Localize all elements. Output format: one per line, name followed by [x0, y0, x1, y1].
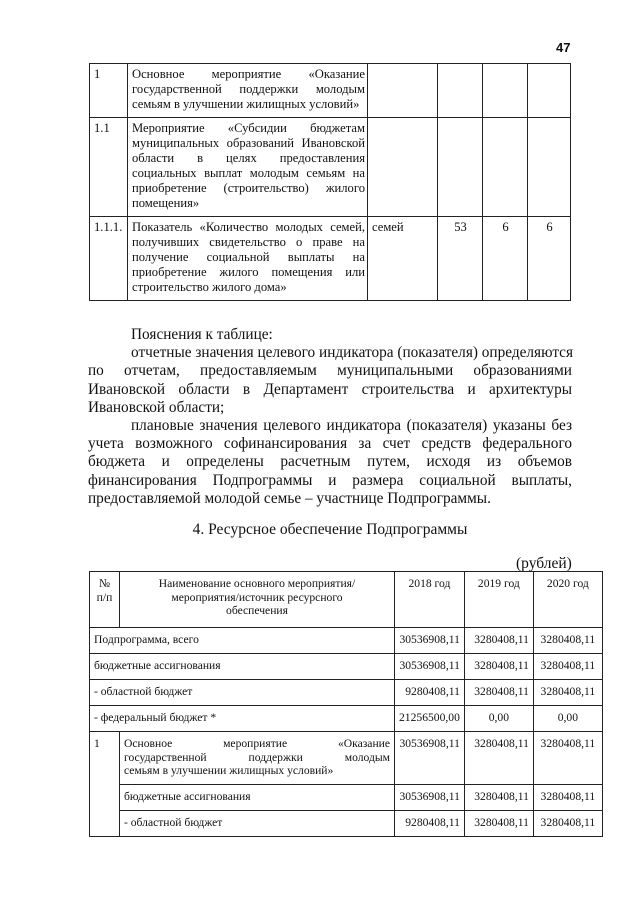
value-2019: 0,00 — [464, 706, 533, 732]
header-2019: 2019 год — [464, 572, 533, 628]
table-row — [90, 810, 603, 836]
value-2018: 30536908,11 — [395, 654, 465, 680]
row-name: - федеральный бюджет * — [90, 706, 395, 732]
row-number: 1 — [90, 732, 120, 837]
table-row — [90, 64, 571, 118]
row-name: - областной бюджет — [120, 810, 395, 836]
row-name — [120, 732, 395, 785]
name-line: приобретение (строительство) жилого — [132, 181, 365, 195]
notes-line: бюджета и определены расчетным путем, исходя из объемов — [88, 453, 572, 471]
row-name — [128, 217, 368, 301]
page-number: 47 — [556, 40, 571, 55]
value-cell — [438, 118, 483, 217]
value-2018: 30536908,11 — [395, 732, 465, 785]
value-2019: 3280408,11 — [464, 628, 533, 654]
value-cell: 53 — [438, 217, 483, 301]
value-cell — [483, 64, 528, 118]
value-2020: 3280408,11 — [533, 654, 602, 680]
value-2020: 3280408,11 — [533, 784, 602, 810]
table-row — [90, 784, 603, 810]
table-row — [90, 732, 603, 785]
value-2019: 3280408,11 — [464, 654, 533, 680]
value-2018: 30536908,11 — [395, 628, 465, 654]
value-2020: 3280408,11 — [533, 628, 602, 654]
value-cell — [438, 64, 483, 118]
name-line: получение социальной выплаты на — [132, 250, 365, 264]
row-name: Подпрограмма, всего — [90, 628, 395, 654]
name-line: семьям в улучшении жилищных условий» — [124, 764, 334, 777]
unit-cell — [368, 64, 438, 118]
value-cell — [483, 118, 528, 217]
row-name: бюджетные ассигнования — [90, 654, 395, 680]
notes-line: отчетные значения целевого индикатора (показателя) определяются — [131, 344, 574, 362]
table-row — [90, 654, 603, 680]
name-line: семьям в улучшении жилищных условий» — [132, 97, 360, 111]
value-2020: 3280408,11 — [533, 810, 602, 836]
header-2018: 2018 год — [395, 572, 465, 628]
notes-line: по отчетам, предоставляемым муниципальными образованиями — [88, 362, 572, 380]
row-name — [128, 64, 368, 118]
row-number: 1 — [90, 64, 128, 118]
table-row — [90, 680, 603, 706]
name-line: строительство жилого дома» — [132, 280, 287, 294]
name-line: помещения» — [132, 196, 200, 210]
table-row — [90, 706, 603, 732]
notes-heading: Пояснения к таблице: — [131, 326, 273, 343]
value-2018: 21256500,00 — [395, 706, 465, 732]
row-name: - областной бюджет — [90, 680, 395, 706]
unit-cell — [368, 118, 438, 217]
name-line: приобретение жилого помещения или — [132, 265, 365, 279]
name-line: Показатель «Количество молодых семей, — [132, 220, 365, 234]
value-2020: 3280408,11 — [533, 732, 602, 785]
name-line: Основное мероприятие «Оказание — [124, 737, 390, 750]
row-name: бюджетные ассигнования — [120, 784, 395, 810]
name-line: Мероприятие «Субсидии бюджетам — [132, 121, 365, 135]
header-2020: 2020 год — [533, 572, 602, 628]
name-line: социальных выплат молодым семьям на — [132, 166, 365, 180]
name-line: получивших свидетельство о праве на — [132, 235, 365, 249]
name-line: государственной поддержки молодым — [132, 82, 365, 96]
header-name: Наименование основного мероприятия/мероприятия/источник ресурсного обеспечения — [120, 572, 395, 628]
value-2020: 3280408,11 — [533, 680, 602, 706]
notes-line: предоставляемой молодой семье – участнице Подпрограммы. — [88, 489, 491, 507]
header-num: № п/п — [90, 572, 120, 628]
value-2020: 0,00 — [533, 706, 602, 732]
value-2018: 30536908,11 — [395, 784, 465, 810]
value-cell — [528, 64, 571, 118]
table-row — [90, 628, 603, 654]
value-cell — [528, 118, 571, 217]
value-2018: 9280408,11 — [395, 680, 465, 706]
section-title: 4. Ресурсное обеспечение Подпрограммы — [192, 521, 468, 538]
notes-line: финансирования Подпрограммы и размера социальной выплаты, — [88, 471, 572, 489]
notes-line: плановые значения целевого индикатора (показателя) указаны без — [131, 417, 572, 435]
table-row — [90, 217, 571, 301]
notes-line: Ивановской области в Департамент строительства и архитектуры — [88, 380, 572, 398]
value-2019: 3280408,11 — [464, 810, 533, 836]
value-cell: 6 — [528, 217, 571, 301]
value-2019: 3280408,11 — [464, 680, 533, 706]
name-line: государственной поддержки молодым — [124, 750, 390, 764]
notes-line: учета возможного софинансирования за счет средств федерального — [88, 435, 572, 453]
name-line: Основное мероприятие «Оказание — [132, 67, 365, 81]
resource-table — [89, 571, 603, 837]
name-line: муниципальных образований Ивановской — [132, 136, 365, 150]
value-2018: 9280408,11 — [395, 810, 465, 836]
table-row — [90, 118, 571, 217]
value-2019: 3280408,11 — [464, 732, 533, 785]
name-line: области в целях предоставления — [132, 151, 365, 165]
indicator-table — [89, 63, 571, 301]
row-number: 1.1.1. — [90, 217, 128, 301]
value-2019: 3280408,11 — [464, 784, 533, 810]
value-cell: 6 — [483, 217, 528, 301]
row-name — [128, 118, 368, 217]
unit-cell: семей — [368, 217, 438, 301]
row-number: 1.1 — [90, 118, 128, 217]
notes-line: Ивановской области; — [88, 398, 225, 416]
table-header-row — [90, 572, 603, 628]
notes-section — [88, 326, 572, 508]
units-label: (рублей) — [516, 555, 572, 572]
